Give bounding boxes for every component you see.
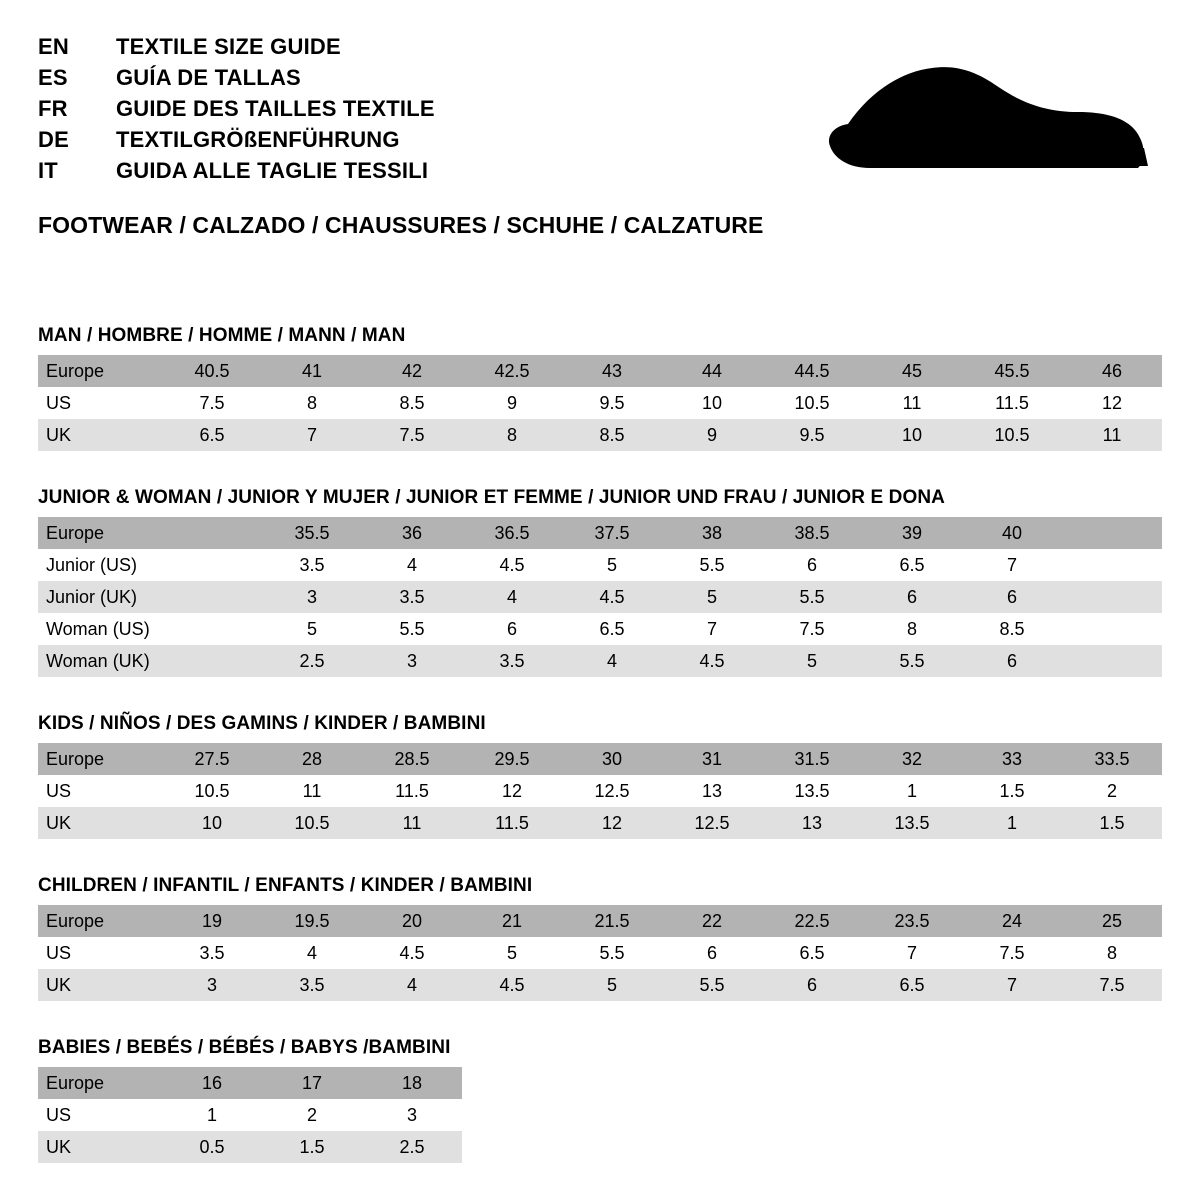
cell: 10 — [162, 807, 262, 839]
cell: 39 — [862, 517, 962, 549]
cell: 13.5 — [762, 775, 862, 807]
dress-shoe-icon — [792, 46, 1152, 196]
cell: 8 — [1062, 937, 1162, 969]
row-label: UK — [38, 969, 162, 1001]
cell: 11.5 — [362, 775, 462, 807]
cell: 5 — [462, 937, 562, 969]
row-label: Europe — [38, 1067, 162, 1099]
cell: 43 — [562, 355, 662, 387]
section-junior-woman — [38, 487, 1162, 677]
cell: 11 — [262, 775, 362, 807]
row-label: Europe — [38, 743, 162, 775]
cell: 25 — [1062, 905, 1162, 937]
cell: 19 — [162, 905, 262, 937]
category-title: FOOTWEAR / CALZADO / CHAUSSURES / SCHUHE / CALZATURE — [38, 212, 764, 238]
language-row — [38, 34, 798, 60]
cell: 5 — [762, 645, 862, 677]
cell: 3.5 — [262, 549, 362, 581]
cell: 7 — [962, 549, 1062, 581]
size-table-man — [38, 355, 1162, 451]
cell — [162, 581, 262, 613]
cell: 5.5 — [862, 645, 962, 677]
language-header — [38, 34, 798, 184]
table-row — [38, 1099, 462, 1131]
cell: 1 — [962, 807, 1062, 839]
table-row — [38, 1067, 462, 1099]
language-row — [38, 158, 798, 184]
cell: 4.5 — [462, 969, 562, 1001]
cell: 4 — [462, 581, 562, 613]
cell: 6.5 — [862, 969, 962, 1001]
cell: 6 — [762, 969, 862, 1001]
section-babies — [38, 1037, 1162, 1163]
cell: 11.5 — [462, 807, 562, 839]
cell: 11.5 — [962, 387, 1062, 419]
cell: 28 — [262, 743, 362, 775]
section-kids — [38, 713, 1162, 839]
cell — [1062, 613, 1162, 645]
cell: 21 — [462, 905, 562, 937]
cell: 40 — [962, 517, 1062, 549]
cell: 5.5 — [762, 581, 862, 613]
language-code: ES — [38, 65, 68, 90]
cell — [162, 645, 262, 677]
cell: 7 — [262, 419, 362, 451]
cell: 6.5 — [762, 937, 862, 969]
cell: 24 — [962, 905, 1062, 937]
cell: 7 — [662, 613, 762, 645]
language-code: EN — [38, 34, 69, 59]
table-row — [38, 645, 1162, 677]
cell: 6.5 — [862, 549, 962, 581]
cell: 41 — [262, 355, 362, 387]
cell — [162, 517, 262, 549]
table-row — [38, 355, 1162, 387]
cell: 6 — [462, 613, 562, 645]
cell: 11 — [1062, 419, 1162, 451]
section-title: JUNIOR & WOMAN / JUNIOR Y MUJER / JUNIOR ET FEMME / JUNIOR UND FRAU / JUNIOR E DONA — [38, 487, 946, 508]
cell: 4 — [562, 645, 662, 677]
cell: 17 — [262, 1067, 362, 1099]
cell: 9.5 — [762, 419, 862, 451]
cell: 9 — [462, 387, 562, 419]
language-title: GUIDE DES TAILLES TEXTILE — [116, 96, 435, 121]
cell: 38 — [662, 517, 762, 549]
cell: 7.5 — [1062, 969, 1162, 1001]
cell: 3.5 — [462, 645, 562, 677]
cell: 27.5 — [162, 743, 262, 775]
size-table-babies — [38, 1067, 462, 1163]
section-title: KIDS / NIÑOS / DES GAMINS / KINDER / BAMBINI — [38, 713, 486, 734]
cell: 4.5 — [362, 937, 462, 969]
cell: 8 — [262, 387, 362, 419]
language-title: GUIDA ALLE TAGLIE TESSILI — [116, 158, 429, 183]
cell: 11 — [362, 807, 462, 839]
cell: 38.5 — [762, 517, 862, 549]
cell — [162, 613, 262, 645]
language-code: FR — [38, 96, 68, 121]
cell: 16 — [162, 1067, 262, 1099]
language-row — [38, 65, 798, 91]
row-label: US — [38, 1099, 162, 1131]
cell: 22.5 — [762, 905, 862, 937]
cell: 8 — [862, 613, 962, 645]
cell: 42.5 — [462, 355, 562, 387]
cell: 2 — [262, 1099, 362, 1131]
cell: 32 — [862, 743, 962, 775]
table-row — [38, 387, 1162, 419]
cell: 3 — [362, 645, 462, 677]
cell: 10 — [662, 387, 762, 419]
table-row — [38, 613, 1162, 645]
cell: 20 — [362, 905, 462, 937]
cell: 7.5 — [362, 419, 462, 451]
cell: 7.5 — [762, 613, 862, 645]
row-label: UK — [38, 419, 162, 451]
cell: 10.5 — [962, 419, 1062, 451]
language-code: IT — [38, 158, 58, 183]
cell: 9 — [662, 419, 762, 451]
cell: 13.5 — [862, 807, 962, 839]
cell: 6.5 — [162, 419, 262, 451]
cell: 29.5 — [462, 743, 562, 775]
cell: 23.5 — [862, 905, 962, 937]
table-row — [38, 419, 1162, 451]
table-row — [38, 969, 1162, 1001]
cell: 3.5 — [262, 969, 362, 1001]
row-label: Junior (US) — [38, 549, 162, 581]
section-title: CHILDREN / INFANTIL / ENFANTS / KINDER / BAMBINI — [38, 875, 533, 896]
cell: 45.5 — [962, 355, 1062, 387]
table-row — [38, 775, 1162, 807]
cell: 8.5 — [962, 613, 1062, 645]
cell — [1062, 517, 1162, 549]
cell: 7.5 — [162, 387, 262, 419]
row-label: Europe — [38, 517, 162, 549]
cell: 21.5 — [562, 905, 662, 937]
cell: 36 — [362, 517, 462, 549]
cell: 10.5 — [262, 807, 362, 839]
table-row — [38, 807, 1162, 839]
cell: 31 — [662, 743, 762, 775]
cell: 1.5 — [1062, 807, 1162, 839]
row-label: Woman (US) — [38, 613, 162, 645]
cell: 13 — [662, 775, 762, 807]
cell: 5.5 — [562, 937, 662, 969]
cell: 28.5 — [362, 743, 462, 775]
table-row — [38, 549, 1162, 581]
row-label: US — [38, 775, 162, 807]
cell: 42 — [362, 355, 462, 387]
cell: 5.5 — [662, 969, 762, 1001]
cell: 36.5 — [462, 517, 562, 549]
cell: 3.5 — [362, 581, 462, 613]
table-row — [38, 1131, 462, 1163]
row-label: Woman (UK) — [38, 645, 162, 677]
cell: 45 — [862, 355, 962, 387]
row-label: UK — [38, 807, 162, 839]
cell: 30 — [562, 743, 662, 775]
cell: 33.5 — [1062, 743, 1162, 775]
row-label: US — [38, 387, 162, 419]
cell: 6 — [762, 549, 862, 581]
cell: 4 — [262, 937, 362, 969]
cell: 4 — [362, 969, 462, 1001]
table-row — [38, 905, 1162, 937]
cell: 8.5 — [362, 387, 462, 419]
cell: 2.5 — [262, 645, 362, 677]
cell: 4.5 — [462, 549, 562, 581]
cell: 13 — [762, 807, 862, 839]
cell: 19.5 — [262, 905, 362, 937]
cell — [1062, 645, 1162, 677]
cell: 10.5 — [762, 387, 862, 419]
cell: 44.5 — [762, 355, 862, 387]
cell: 12.5 — [662, 807, 762, 839]
row-label: Europe — [38, 355, 162, 387]
cell: 33 — [962, 743, 1062, 775]
cell: 4.5 — [662, 645, 762, 677]
cell: 37.5 — [562, 517, 662, 549]
cell: 12 — [462, 775, 562, 807]
cell: 8.5 — [562, 419, 662, 451]
size-table-kids — [38, 743, 1162, 839]
language-row — [38, 96, 798, 122]
language-row — [38, 127, 798, 153]
cell: 1.5 — [962, 775, 1062, 807]
row-label: UK — [38, 1131, 162, 1163]
row-label: US — [38, 937, 162, 969]
cell: 46 — [1062, 355, 1162, 387]
cell: 5 — [562, 549, 662, 581]
cell: 10 — [862, 419, 962, 451]
language-title: TEXTILGRÖßENFÜHRUNG — [116, 127, 400, 152]
cell: 12 — [562, 807, 662, 839]
cell: 0.5 — [162, 1131, 262, 1163]
cell — [1062, 581, 1162, 613]
cell: 8 — [462, 419, 562, 451]
size-table-junior-woman — [38, 517, 1162, 677]
cell: 3 — [162, 969, 262, 1001]
table-row — [38, 937, 1162, 969]
cell: 40.5 — [162, 355, 262, 387]
language-title: TEXTILE SIZE GUIDE — [116, 34, 341, 59]
cell: 3 — [262, 581, 362, 613]
cell: 5 — [562, 969, 662, 1001]
cell: 6.5 — [562, 613, 662, 645]
table-row — [38, 743, 1162, 775]
cell: 6 — [862, 581, 962, 613]
cell: 12.5 — [562, 775, 662, 807]
row-label: Europe — [38, 905, 162, 937]
cell: 6 — [662, 937, 762, 969]
cell: 3.5 — [162, 937, 262, 969]
cell: 44 — [662, 355, 762, 387]
cell: 6 — [962, 645, 1062, 677]
cell: 4.5 — [562, 581, 662, 613]
cell: 6 — [962, 581, 1062, 613]
row-label: Junior (UK) — [38, 581, 162, 613]
cell: 10.5 — [162, 775, 262, 807]
cell: 1 — [862, 775, 962, 807]
language-code: DE — [38, 127, 69, 152]
size-table-children — [38, 905, 1162, 1001]
table-row — [38, 517, 1162, 549]
cell — [1062, 549, 1162, 581]
cell: 1 — [162, 1099, 262, 1131]
section-title: BABIES / BEBÉS / BÉBÉS / BABYS /BAMBINI — [38, 1037, 451, 1058]
cell: 1.5 — [262, 1131, 362, 1163]
cell: 5 — [662, 581, 762, 613]
cell: 5 — [262, 613, 362, 645]
language-title: GUÍA DE TALLAS — [116, 65, 301, 90]
cell: 5.5 — [662, 549, 762, 581]
cell: 18 — [362, 1067, 462, 1099]
cell: 3 — [362, 1099, 462, 1131]
cell: 31.5 — [762, 743, 862, 775]
cell: 2.5 — [362, 1131, 462, 1163]
table-row — [38, 581, 1162, 613]
cell: 5.5 — [362, 613, 462, 645]
cell: 7.5 — [962, 937, 1062, 969]
cell — [162, 549, 262, 581]
section-man — [38, 325, 1162, 451]
cell: 22 — [662, 905, 762, 937]
cell: 12 — [1062, 387, 1162, 419]
cell: 2 — [1062, 775, 1162, 807]
section-children — [38, 875, 1162, 1001]
cell: 7 — [962, 969, 1062, 1001]
cell: 7 — [862, 937, 962, 969]
cell: 9.5 — [562, 387, 662, 419]
cell: 11 — [862, 387, 962, 419]
cell: 4 — [362, 549, 462, 581]
cell: 35.5 — [262, 517, 362, 549]
section-title: MAN / HOMBRE / HOMME / MANN / MAN — [38, 325, 406, 346]
